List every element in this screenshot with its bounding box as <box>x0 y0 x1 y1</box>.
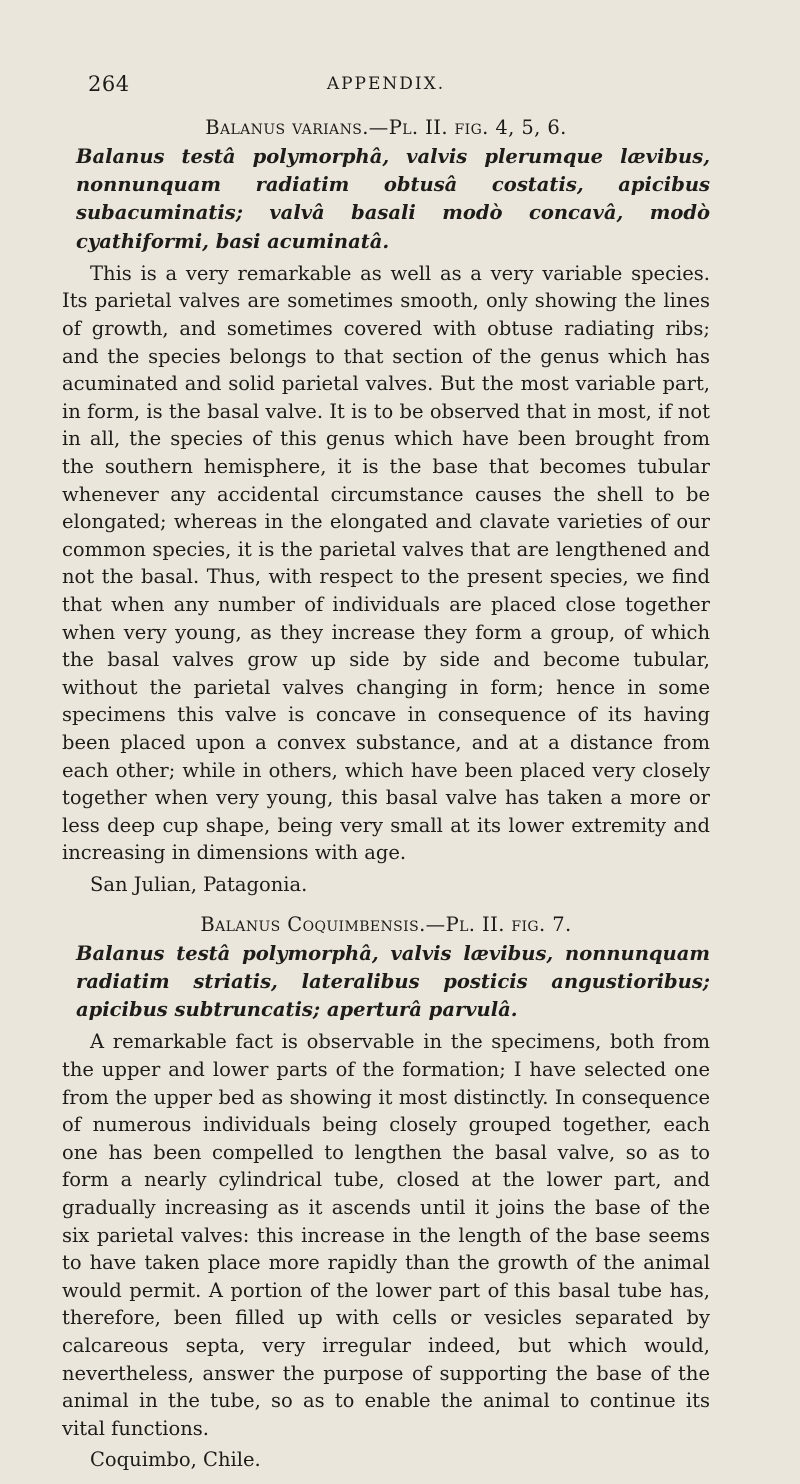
page-header <box>62 72 710 110</box>
species-title: Balanus varians.—Pl. II. fig. 4, 5, 6. <box>205 116 567 139</box>
species-description: This is a very remarkable as well as a very variable species. Its parietal valves are sometimes smooth, only showing the lines of growth, and sometimes covered with obtuse radiating ribs; and the species belongs to that section of the genus which has acuminated and solid parietal valves. But the most variable part, in form, is the basal valve. It is to be observed that in most, if not in all, the species of this genus which have been brought from the southern hemisphere, it is the base that becomes tubular whenever any accidental circumstance causes the shell to be elongated; whereas in the elongated and clavate varieties of our common species, it is the parietal valves that are lengthened and not the basal. Thus, with respect to the present species, we find that when any number of individuals are placed close together when very young, as they increase they form a group, of which the basal valves grow up side by side and become tubular, without the parietal valves changing in form; hence in some specimens this valve is concave in consequence of its having been placed upon a convex substance, and at a distance from each other; while in others, which have been placed very closely together when very young, this basal valve has taken a more or less deep cup shape, being very small at its lower extremity and increasing in dimensions with age. <box>62 261 710 865</box>
species-description: A remarkable fact is observable in the specimens, both from the upper and lower parts of the formation; I have selected one from the upper bed as showing it most distinctly. In consequence of numerous individuals being closely grouped together, each one has been compelled to lengthen the basal valve, so as to form a nearly cylindrical tube, closed at the lower part, and gradually increasing as it ascends until it joins the base of the six parietal valves: this increase in the length of the base seems to have taken place more rapidly than the growth of the animal would permit. A portion of the lower part of this basal tube has, therefore, been filled up with cells or vesicles separated by calcareous septa, very irregular indeed, but which would, nevertheless, answer the purpose of supporting the base of the animal in the tube, so as to enable the animal to continue its vital functions. <box>62 1030 710 1440</box>
page-number: 264 <box>88 72 130 96</box>
species-section-coquimbensis <box>62 913 710 1475</box>
running-head: APPENDIX. <box>326 74 446 94</box>
species-diagnosis: Balanus testâ polymorphâ, valvis plerumque lævibus, nonnunquam radiatim obtusâ costatis, apicibus subacuminatis; valvâ basali modò concavâ, modò cyathiformi, basi acuminatâ. <box>76 145 710 253</box>
species-locality: Coquimbo, Chile. <box>90 1448 261 1472</box>
species-locality: San Julian, Patagonia. <box>90 872 308 896</box>
species-section-varians <box>62 116 710 899</box>
species-title: Balanus Coquimbensis.—Pl. II. fig. 7. <box>200 912 572 936</box>
species-diagnosis: Balanus testâ polymorphâ, valvis lævibus, nonnunquam radiatim striatis, lateralibus posticis angustioribus; apicibus subtruncatis; aperturâ parvulâ. <box>76 941 710 1022</box>
book-page <box>62 72 710 1484</box>
